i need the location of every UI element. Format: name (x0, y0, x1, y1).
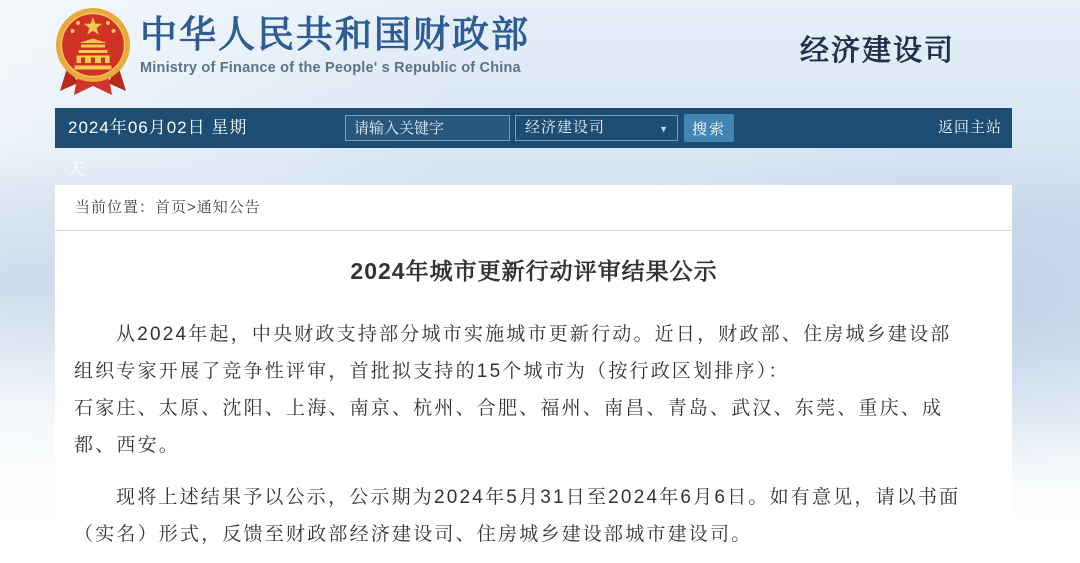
breadcrumb-label: 当前位置： (75, 199, 156, 216)
national-emblem-icon (54, 5, 132, 104)
article-title: 2024年城市更新行动评审结果公示 (350, 258, 718, 284)
site-title-chinese: 中华人民共和国财政部 (140, 14, 530, 55)
date-text-wrapped: 天 (68, 160, 86, 179)
article-line: 石家庄、太原、沈阳、上海、南京、杭州、合肥、福州、南昌、青岛、武汉、东莞、重庆、成 (74, 398, 944, 419)
article-line: 组织专家开展了竞争性评审，首批拟支持的15个城市为（按行政区划排序）： (74, 361, 790, 382)
search-scope-value: 经济建设司 (525, 119, 606, 136)
search-scope-dropdown[interactable] (515, 115, 678, 141)
article-line: （实名）形式，反馈至财政部经济建设司、住房城乡建设部城市建设司。 (74, 524, 753, 545)
breadcrumb (55, 185, 1012, 231)
breadcrumb-path[interactable]: 首页>通知公告 (155, 199, 261, 216)
chevron-down-icon: ▼ (659, 124, 669, 134)
article-line: 现将上述结果予以公示，公示期为2024年5月31日至2024年6月6日。如有意见，请以书面 (116, 487, 961, 508)
search-button[interactable]: 搜索 (684, 114, 734, 142)
article-paragraph (74, 479, 994, 553)
article (55, 231, 1012, 553)
return-home-link[interactable]: 返回主站 (937, 119, 1002, 136)
search-input[interactable] (345, 115, 510, 141)
article-paragraph (74, 316, 994, 390)
article-line: 从2024年起，中央财政支持部分城市实施城市更新行动。近日，财政部、住房城乡建设部 (116, 324, 952, 345)
site-title-english: Ministry of Finance of the People' s Republic of China (140, 60, 521, 76)
masthead (0, 0, 1080, 106)
article-paragraph (74, 390, 994, 464)
date-text: 2024年06月02日 星期 (68, 118, 248, 137)
article-line: 都、西安。 (74, 435, 181, 456)
content-panel (55, 185, 1012, 563)
navbar (55, 108, 1012, 179)
site-titles (140, 13, 530, 76)
department-name: 经济建设司 (800, 35, 956, 67)
